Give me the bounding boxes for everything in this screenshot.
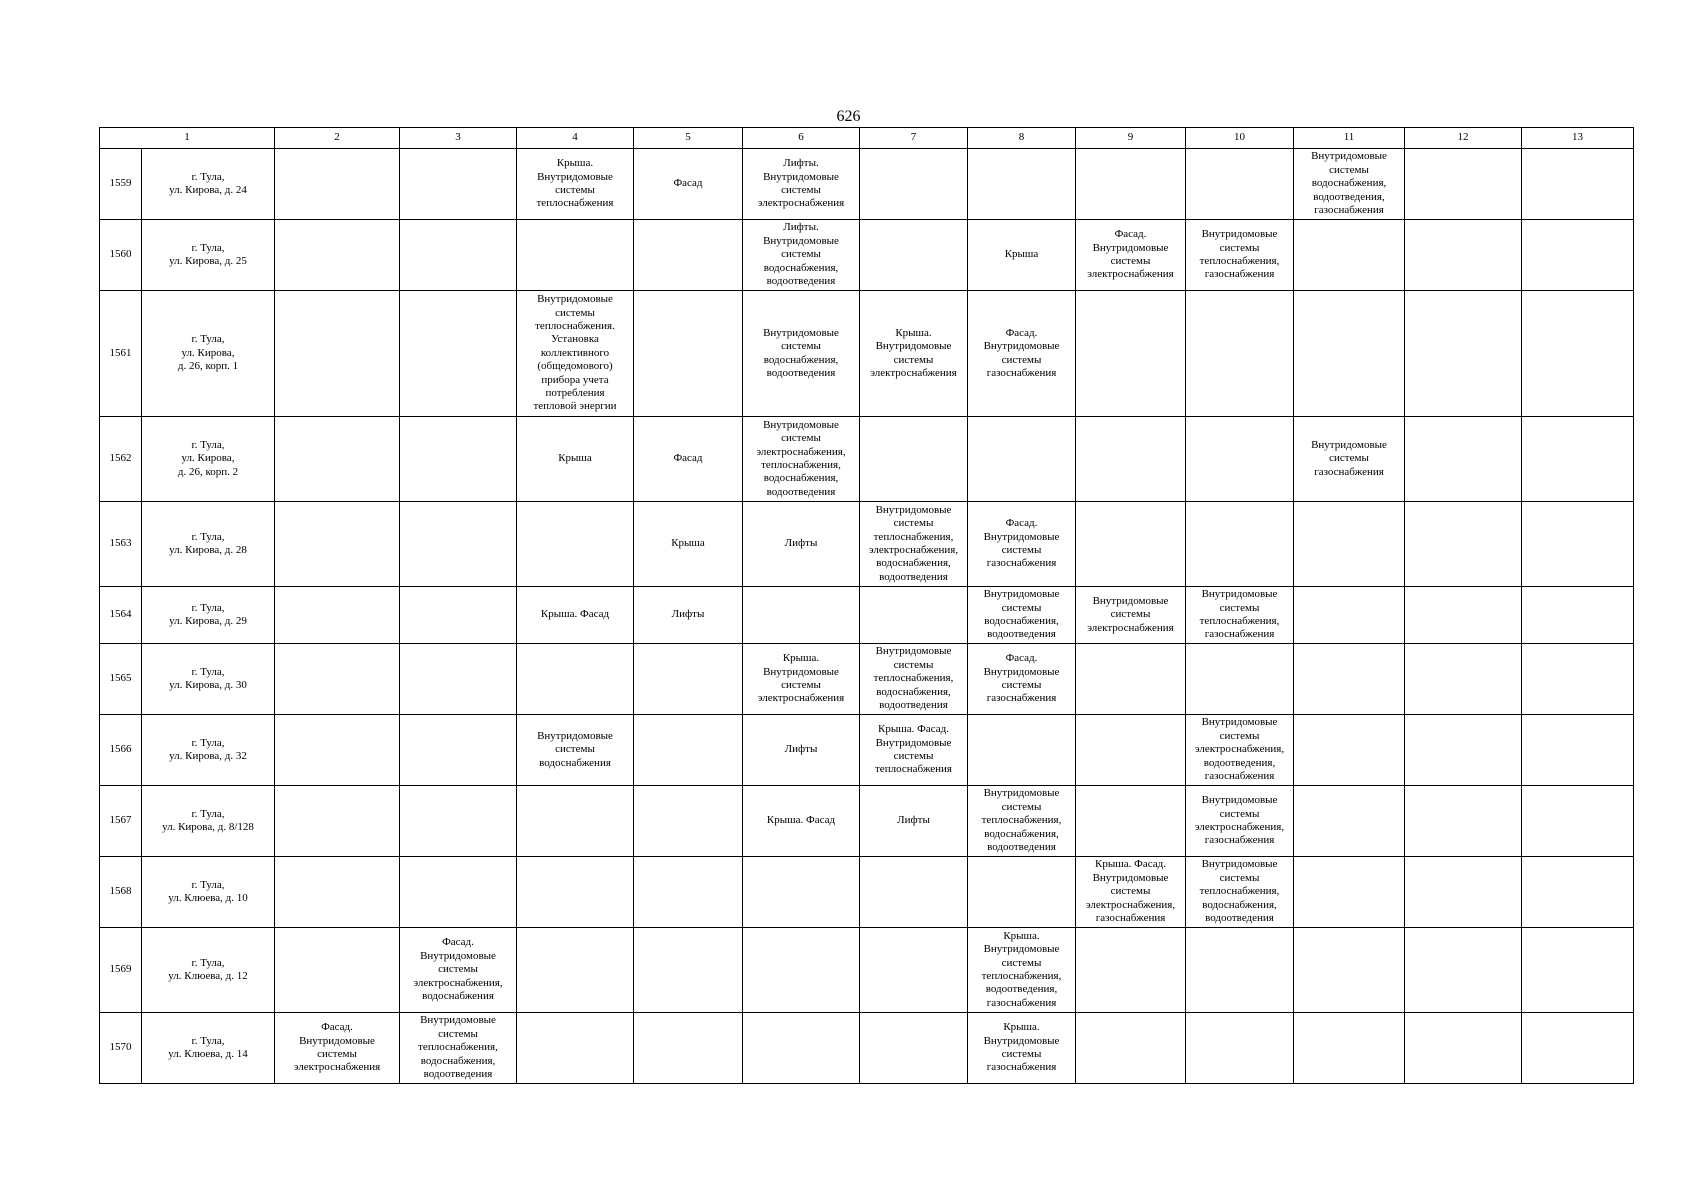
table-cell xyxy=(1186,417,1294,502)
row-number: 1562 xyxy=(100,417,142,502)
table-cell xyxy=(1076,1013,1186,1084)
table-cell xyxy=(634,291,743,417)
row-address: г. Тула, ул. Кирова, д. 26, корп. 2 xyxy=(142,417,275,502)
table-cell: Внутридомовые системы электроснабжения, теплоснабжения, водоснабжения, водоотведения xyxy=(743,417,860,502)
table-cell: Крыша xyxy=(968,220,1076,291)
table-cell xyxy=(1405,857,1522,928)
table-cell xyxy=(517,857,634,928)
table-cell xyxy=(1076,149,1186,220)
table-cell xyxy=(275,715,400,786)
table-cell xyxy=(1522,715,1634,786)
column-header-row xyxy=(100,128,1634,149)
row-address: г. Тула, ул. Кирова, д. 30 xyxy=(142,644,275,715)
table-cell xyxy=(968,715,1076,786)
table-cell xyxy=(860,417,968,502)
column-header: 8 xyxy=(968,128,1076,149)
table-cell xyxy=(1405,502,1522,587)
table-cell xyxy=(400,644,517,715)
table-cell xyxy=(634,220,743,291)
table-cell xyxy=(1186,1013,1294,1084)
column-header: 6 xyxy=(743,128,860,149)
table-cell xyxy=(517,220,634,291)
row-address: г. Тула, ул. Кирова, д. 29 xyxy=(142,587,275,644)
page-number: 626 xyxy=(836,108,861,125)
table-cell xyxy=(1076,291,1186,417)
table-cell: Крыша. Внутридомовые системы теплоснабжения xyxy=(517,149,634,220)
table-cell xyxy=(634,644,743,715)
table-cell xyxy=(860,220,968,291)
table-cell: Внутридомовые системы теплоснабжения. Установка коллективного (общедомового) прибора учета потребления тепловой энергии xyxy=(517,291,634,417)
table-cell xyxy=(743,928,860,1013)
table-cell xyxy=(1405,417,1522,502)
row-number: 1563 xyxy=(100,502,142,587)
table-cell: Фасад xyxy=(634,149,743,220)
row-address: г. Тула, ул. Кирова, д. 28 xyxy=(142,502,275,587)
row-number: 1560 xyxy=(100,220,142,291)
table-cell xyxy=(1405,644,1522,715)
table-cell: Внутридомовые системы теплоснабжения, газоснабжения xyxy=(1186,587,1294,644)
table-cell xyxy=(1522,857,1634,928)
table-row xyxy=(100,149,1634,220)
table-cell xyxy=(275,149,400,220)
table-cell xyxy=(1522,928,1634,1013)
column-header: 12 xyxy=(1405,128,1522,149)
table-cell xyxy=(517,928,634,1013)
table-cell: Лифты xyxy=(860,786,968,857)
table-cell xyxy=(400,417,517,502)
table-cell xyxy=(517,1013,634,1084)
table-cell: Крыша. Фасад xyxy=(517,587,634,644)
column-header: 10 xyxy=(1186,128,1294,149)
table-cell: Крыша. Внутридомовые системы теплоснабжения, водоотведения, газоснабжения xyxy=(968,928,1076,1013)
table-cell: Крыша. Внутридомовые системы электроснабжения xyxy=(743,644,860,715)
table-cell: Фасад. Внутридомовые системы газоснабжения xyxy=(968,291,1076,417)
table-cell xyxy=(1405,715,1522,786)
table-cell: Лифты. Внутридомовые системы водоснабжения, водоотведения xyxy=(743,220,860,291)
table-cell xyxy=(860,587,968,644)
table-cell xyxy=(1294,928,1405,1013)
table-row xyxy=(100,502,1634,587)
table-cell xyxy=(1294,587,1405,644)
table-cell xyxy=(743,1013,860,1084)
table-cell xyxy=(1186,928,1294,1013)
column-header: 1 xyxy=(100,128,275,149)
table-cell xyxy=(1522,587,1634,644)
table-cell xyxy=(860,1013,968,1084)
table-cell xyxy=(634,1013,743,1084)
column-header: 4 xyxy=(517,128,634,149)
table-cell xyxy=(1076,417,1186,502)
table-cell: Фасад. Внутридомовые системы газоснабжения xyxy=(968,502,1076,587)
table-cell xyxy=(1522,291,1634,417)
table-cell xyxy=(400,857,517,928)
table-cell xyxy=(1294,786,1405,857)
table-cell xyxy=(1294,291,1405,417)
table-cell xyxy=(634,786,743,857)
table-cell xyxy=(1294,220,1405,291)
table-cell: Лифты. Внутридомовые системы электроснабжения xyxy=(743,149,860,220)
table-cell: Внутридомовые системы электроснабжения xyxy=(1076,587,1186,644)
table-cell xyxy=(1522,502,1634,587)
column-header: 7 xyxy=(860,128,968,149)
table-cell xyxy=(1294,502,1405,587)
table-cell xyxy=(1522,644,1634,715)
table-cell xyxy=(1294,644,1405,715)
table-cell xyxy=(275,857,400,928)
table-cell xyxy=(400,587,517,644)
table-cell xyxy=(1522,1013,1634,1084)
table-cell xyxy=(517,644,634,715)
row-address: г. Тула, ул. Кирова, д. 24 xyxy=(142,149,275,220)
table-cell: Внутридомовые системы теплоснабжения, водоснабжения, водоотведения xyxy=(968,786,1076,857)
table-cell: Внутридомовые системы водоснабжения xyxy=(517,715,634,786)
row-number: 1566 xyxy=(100,715,142,786)
table-cell xyxy=(1076,928,1186,1013)
table-cell: Крыша. Внутридомовые системы электроснабжения xyxy=(860,291,968,417)
table-row xyxy=(100,587,1634,644)
table-cell xyxy=(275,928,400,1013)
row-number: 1559 xyxy=(100,149,142,220)
row-number: 1565 xyxy=(100,644,142,715)
table-cell xyxy=(275,417,400,502)
table-cell xyxy=(860,857,968,928)
table-cell xyxy=(1294,857,1405,928)
row-number: 1564 xyxy=(100,587,142,644)
column-header: 3 xyxy=(400,128,517,149)
table-cell xyxy=(275,220,400,291)
row-address: г. Тула, ул. Кирова, д. 26, корп. 1 xyxy=(142,291,275,417)
table-cell xyxy=(1405,928,1522,1013)
row-address: г. Тула, ул. Клюева, д. 14 xyxy=(142,1013,275,1084)
row-number: 1568 xyxy=(100,857,142,928)
column-header: 2 xyxy=(275,128,400,149)
table-cell xyxy=(1294,1013,1405,1084)
row-address: г. Тула, ул. Кирова, д. 32 xyxy=(142,715,275,786)
row-address: г. Тула, ул. Кирова, д. 25 xyxy=(142,220,275,291)
table-row xyxy=(100,1013,1634,1084)
column-header: 11 xyxy=(1294,128,1405,149)
table-cell: Крыша xyxy=(517,417,634,502)
table-row xyxy=(100,291,1634,417)
table-cell xyxy=(275,502,400,587)
table-cell xyxy=(400,786,517,857)
table-cell xyxy=(968,857,1076,928)
table-cell xyxy=(743,857,860,928)
table-row xyxy=(100,857,1634,928)
table-cell xyxy=(634,928,743,1013)
table-cell xyxy=(1186,149,1294,220)
row-address: г. Тула, ул. Клюева, д. 12 xyxy=(142,928,275,1013)
table-cell: Внутридомовые системы газоснабжения xyxy=(1294,417,1405,502)
table-cell: Внутридомовые системы водоснабжения, водоотведения xyxy=(968,587,1076,644)
table-cell xyxy=(634,857,743,928)
table-cell xyxy=(1186,291,1294,417)
table-cell xyxy=(275,291,400,417)
table-cell xyxy=(400,291,517,417)
table-cell xyxy=(1405,786,1522,857)
table-cell xyxy=(1405,220,1522,291)
table-cell xyxy=(275,644,400,715)
table-cell: Крыша xyxy=(634,502,743,587)
table-cell xyxy=(400,715,517,786)
table-cell: Внутридомовые системы теплоснабжения, водоснабжения, водоотведения xyxy=(1186,857,1294,928)
table-cell: Внутридомовые системы теплоснабжения, водоснабжения, водоотведения xyxy=(400,1013,517,1084)
table-cell: Фасад. Внутридомовые системы электроснабжения xyxy=(275,1013,400,1084)
table-row xyxy=(100,417,1634,502)
table-cell: Фасад xyxy=(634,417,743,502)
table-cell xyxy=(275,587,400,644)
table-row xyxy=(100,644,1634,715)
table-cell: Фасад. Внутридомовые системы электроснабжения xyxy=(1076,220,1186,291)
table-cell xyxy=(275,786,400,857)
table-cell: Лифты xyxy=(743,715,860,786)
table-cell: Внутридомовые системы теплоснабжения, водоснабжения, водоотведения xyxy=(860,644,968,715)
row-number: 1567 xyxy=(100,786,142,857)
row-address: г. Тула, ул. Кирова, д. 8/128 xyxy=(142,786,275,857)
row-number: 1561 xyxy=(100,291,142,417)
column-header: 5 xyxy=(634,128,743,149)
row-address: г. Тула, ул. Клюева, д. 10 xyxy=(142,857,275,928)
table-cell xyxy=(743,587,860,644)
table-row xyxy=(100,220,1634,291)
column-header: 9 xyxy=(1076,128,1186,149)
table-cell: Лифты xyxy=(743,502,860,587)
table-cell xyxy=(517,502,634,587)
table-cell xyxy=(1522,220,1634,291)
table-cell xyxy=(1076,786,1186,857)
column-header: 13 xyxy=(1522,128,1634,149)
table-cell xyxy=(1405,149,1522,220)
table-cell xyxy=(860,149,968,220)
table-cell: Крыша. Внутридомовые системы газоснабжения xyxy=(968,1013,1076,1084)
table-cell: Крыша. Фасад. Внутридомовые системы теплоснабжения xyxy=(860,715,968,786)
table-row xyxy=(100,786,1634,857)
table-cell xyxy=(400,220,517,291)
table-cell xyxy=(1076,715,1186,786)
table-cell xyxy=(968,149,1076,220)
table-cell: Внутридомовые системы теплоснабжения, электроснабжения, водоснабжения, водоотведения xyxy=(860,502,968,587)
table-cell: Лифты xyxy=(634,587,743,644)
table-cell xyxy=(1522,786,1634,857)
table-row xyxy=(100,715,1634,786)
row-number: 1569 xyxy=(100,928,142,1013)
table-cell xyxy=(1522,149,1634,220)
table-cell xyxy=(1076,502,1186,587)
table-cell: Фасад. Внутридомовые системы газоснабжения xyxy=(968,644,1076,715)
table-cell xyxy=(1405,1013,1522,1084)
table-cell xyxy=(1405,291,1522,417)
table-cell xyxy=(1405,587,1522,644)
table-cell: Фасад. Внутридомовые системы электроснабжения, водоснабжения xyxy=(400,928,517,1013)
row-number: 1570 xyxy=(100,1013,142,1084)
table-cell xyxy=(517,786,634,857)
table-cell xyxy=(860,928,968,1013)
table-row xyxy=(100,928,1634,1013)
table-cell xyxy=(1186,644,1294,715)
table-cell xyxy=(400,502,517,587)
table-cell: Внутридомовые системы водоснабжения, водоотведения xyxy=(743,291,860,417)
table-cell xyxy=(1186,502,1294,587)
table-cell xyxy=(400,149,517,220)
table-cell xyxy=(1522,417,1634,502)
table-cell: Внутридомовые системы электроснабжения, водоотведения, газоснабжения xyxy=(1186,715,1294,786)
table-cell: Крыша. Фасад. Внутридомовые системы электроснабжения, газоснабжения xyxy=(1076,857,1186,928)
table-cell: Внутридомовые системы теплоснабжения, газоснабжения xyxy=(1186,220,1294,291)
table-cell xyxy=(1076,644,1186,715)
repair-schedule-table xyxy=(99,127,1634,1084)
table-cell: Крыша. Фасад xyxy=(743,786,860,857)
table-cell xyxy=(968,417,1076,502)
table-cell xyxy=(1294,715,1405,786)
table-cell xyxy=(634,715,743,786)
table-cell: Внутридомовые системы водоснабжения, водоотведения, газоснабжения xyxy=(1294,149,1405,220)
table-cell: Внутридомовые системы электроснабжения, газоснабжения xyxy=(1186,786,1294,857)
